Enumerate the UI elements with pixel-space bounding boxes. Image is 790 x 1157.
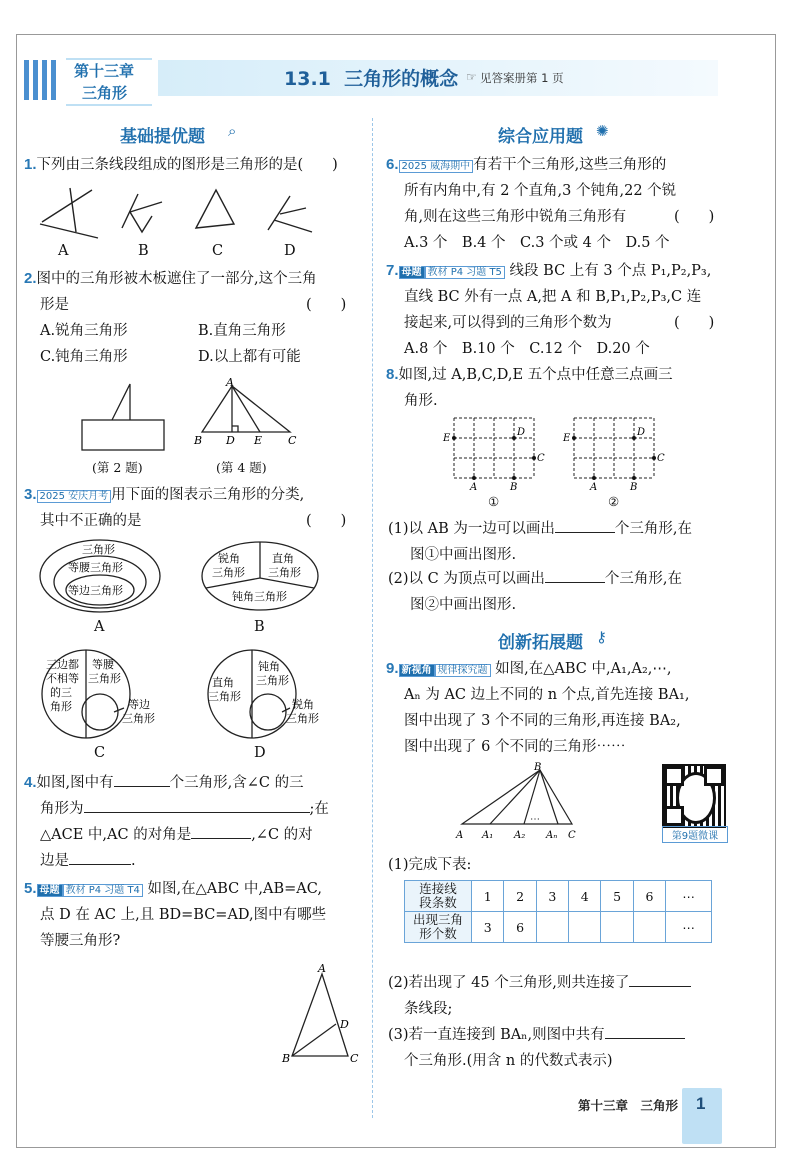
q5-pt-b: B [282, 1052, 291, 1065]
q8-grid-2 [560, 412, 670, 492]
q2-number: 2. [24, 270, 37, 287]
q8-text-1: 如图,过 A,B,C,D,E 五个点中任意三点画三 [398, 367, 673, 383]
q3a-inner: 等边三角形 [68, 584, 123, 597]
page-number: 1 [696, 1094, 706, 1113]
q5-tag-2: 教材 P4 习题 T4 [63, 884, 143, 897]
g1-a: A [470, 482, 478, 492]
q9-sub2-line2: 条线段; [404, 1001, 453, 1017]
q9-line2: Aₙ 为 AC 边上不同的 n 个点,首先连接 BA₁, [404, 687, 690, 703]
q3d-s1: 锐角 [292, 698, 314, 711]
q2-figure [70, 376, 180, 456]
q4-pt-c: C [288, 434, 297, 447]
q9-blank-2[interactable] [605, 1024, 685, 1039]
q9-cell: 4 [569, 881, 601, 912]
section-title: 13.1 三角形的概念 [284, 68, 459, 90]
answer-ref: 见答案册第 1 页 [480, 71, 564, 85]
q3c-l2: 不相等 [46, 672, 79, 685]
q1-fig-c [196, 190, 234, 228]
q9-tag-1: 新视角 [399, 664, 435, 677]
q9-cell: 6 [633, 881, 665, 912]
q4-pt-d: D [226, 434, 235, 447]
q9-s2-a: (2)若出现了 45 个三角形,则共连接了 [388, 975, 630, 991]
q8-fig2-label: ② [608, 494, 620, 509]
section-apply-title: 综合应用题 [498, 127, 583, 147]
q3c-l4: 角形 [50, 700, 72, 713]
q9-sub2-line1 [388, 970, 691, 996]
g1-e: E [443, 433, 451, 444]
q3-figure-d [198, 646, 322, 742]
q5-pt-a: A [318, 962, 326, 975]
q9-cell: 3 [536, 881, 568, 912]
q5-pt-c: C [350, 1052, 359, 1065]
q6-paren: ( ) [674, 209, 715, 225]
section-ext-title: 创新拓展题 [498, 633, 583, 653]
q7-paren: ( ) [674, 315, 715, 331]
q5-line1 [24, 876, 322, 902]
q3c-r2: 三角形 [88, 672, 121, 685]
q9-cell: 6 [504, 912, 536, 943]
q3c-l1: 三边都 [46, 658, 79, 671]
q1-label-c: C [212, 243, 224, 259]
q4-line3 [40, 822, 313, 848]
q2-line2: 形是 [40, 297, 69, 313]
q4-text-4: ;在 [309, 801, 329, 817]
qr-code[interactable] [662, 764, 726, 828]
q9-sub1: (1)完成下表: [388, 857, 472, 873]
q1-text: 下列由三条线段组成的图形是三角形的是( ) [36, 157, 338, 173]
search-book-icon: ⌕ [228, 122, 237, 140]
q3-line2: 其中不正确的是 [40, 513, 142, 529]
q5-figure [278, 960, 368, 1066]
section-basic-title: 基础提优题 [120, 127, 205, 147]
q9-cell: ⋯ [666, 881, 712, 912]
q3c-l3: 的三 [50, 686, 72, 699]
q8-grid-1 [440, 412, 550, 492]
column-divider [372, 118, 373, 1118]
qr-caption: 第9题微课 [662, 826, 728, 843]
q8-sub1-line1 [388, 516, 692, 542]
q8-s2-a: (2)以 C 为顶点可以画出 [388, 571, 545, 587]
q2-opt-a: A.锐角三角形 [40, 323, 128, 339]
q4-pt-e: E [254, 434, 263, 447]
q8-s1-b: 个三角形,在 [614, 521, 692, 537]
q9-sub3-line2: 个三角形.(用含 n 的代数式表示) [404, 1053, 613, 1069]
q9-line4: 图中出现了 6 个不同的三角形⋯⋯ [404, 739, 626, 755]
header-stripes [24, 60, 66, 100]
q3d-r1: 钝角 [258, 660, 280, 673]
q4-text-8: . [131, 853, 136, 869]
answer-ref-icon: ☞ [466, 70, 477, 84]
q3b-tl1: 锐角 [218, 552, 240, 565]
q6-tag: 2025 威海期中 [399, 160, 474, 173]
q3-label-c: C [94, 745, 106, 761]
q3-label-b: B [254, 619, 265, 635]
q4-blank-3[interactable] [191, 824, 251, 839]
q9-answer-cell[interactable] [536, 912, 568, 943]
chapter-box [66, 58, 152, 106]
q1-label-d: D [284, 243, 296, 259]
q3d-s2: 三角形 [286, 712, 319, 725]
q1-fig-d [268, 196, 312, 232]
q6-line3: 角,则在这些三角形中锐角三角形有 [404, 209, 627, 225]
q9-cell: 5 [601, 881, 633, 912]
g2-e: E [563, 433, 571, 444]
q6-line1 [386, 152, 666, 178]
q3a-outer: 三角形 [82, 543, 115, 556]
q3-line1 [24, 482, 304, 508]
q3-text-1: 用下面的图表示三角形的分类, [111, 487, 305, 503]
q5-number: 5. [24, 880, 37, 897]
q9-sub3-line1 [388, 1022, 685, 1048]
q9-figure [448, 762, 588, 842]
q3-figure-b [198, 538, 322, 614]
q9-answer-cell[interactable] [569, 912, 601, 943]
q9-answer-cell[interactable] [633, 912, 665, 943]
q9-row1-head: 连接线 段条数 [405, 881, 472, 912]
q4-text-7: 边是 [40, 853, 69, 869]
chapter-title-1: 第十三章 [74, 62, 135, 80]
q2-opt-b: B.直角三角形 [198, 323, 286, 339]
q2-text-1: 图中的三角形被木板遮住了一部分,这个三角 [36, 271, 317, 287]
g1-c: C [537, 453, 545, 464]
q9-s3-a: (3)若一直连接到 BAₙ,则图中共有 [388, 1027, 605, 1043]
q5-text-1: 如图,在△ABC 中,AB=AC, [147, 881, 322, 897]
q4-text-5: △ACE 中,AC 的对角是 [40, 827, 192, 843]
q2-paren: ( ) [306, 297, 347, 313]
q4-text-3: 角形为 [40, 801, 84, 817]
q4-line2 [40, 796, 329, 822]
q6-number: 6. [386, 156, 399, 173]
q9-table-row-2 [405, 912, 712, 943]
q9-row2-head: 出现三角 形个数 [405, 912, 472, 943]
q9-cell: 2 [504, 881, 536, 912]
footer-chapter: 第十三章 三角形 [578, 1098, 679, 1113]
q7-line2: 直线 BC 外有一点 A,把 A 和 B,P₁,P₂,P₃,C 连 [404, 289, 702, 305]
q9-pt-an: Aₙ [546, 830, 558, 841]
q9-pt-b: B [534, 762, 542, 773]
q4-pt-a: A [226, 376, 234, 389]
q4-figure [188, 376, 308, 452]
q9-pt-a: A [456, 830, 464, 841]
q7-number: 7. [386, 262, 399, 279]
q5-line3: 等腰三角形? [40, 933, 121, 949]
q9-text-1: 如图,在△ABC 中,A₁,A₂,⋯, [495, 661, 672, 677]
q8-sub2-line2: 图②中画出图形. [410, 597, 517, 613]
q1-label-a: A [58, 243, 69, 259]
g1-b: B [510, 482, 518, 492]
q8-s2-b: 个三角形,在 [604, 571, 682, 587]
g2-a: A [590, 482, 598, 492]
q9-answer-cell[interactable] [601, 912, 633, 943]
q9-pt-a1: A₁ [482, 830, 494, 841]
q9-pt-a2: A₂ [514, 830, 526, 841]
q8-line2: 角形. [404, 393, 438, 409]
q3b-tl2: 三角形 [212, 566, 245, 579]
q3b-tr1: 直角 [272, 552, 294, 565]
q4-caption: (第 4 题) [216, 460, 267, 475]
q4-line1 [24, 770, 304, 796]
q3-label-d: D [254, 745, 266, 761]
q2-caption: (第 2 题) [92, 460, 143, 475]
q9-pt-c: C [568, 830, 576, 841]
q1-number: 1. [24, 156, 37, 173]
q4-blank-1[interactable] [114, 772, 170, 787]
q9-line3: 图中出现了 3 个不同的三角形,再连接 BA₂, [404, 713, 681, 729]
g2-d: D [637, 427, 646, 438]
q6-line2: 所有内角中,有 2 个直角,3 个钝角,22 个锐 [404, 183, 677, 199]
q6-options: A.3 个 B.4 个 C.3 个或 4 个 D.5 个 [404, 235, 670, 251]
g2-b: B [630, 482, 638, 492]
q3-figure-a [38, 538, 162, 614]
q8-sub2-line1 [388, 566, 682, 592]
q1-fig-b [122, 194, 162, 232]
q9-line1 [386, 656, 672, 682]
q3b-bottom: 钝角三角形 [232, 590, 287, 603]
q4-blank-2[interactable] [84, 798, 310, 813]
q4-text-1: 如图,图中有 [36, 775, 114, 791]
q7-tag-1: 母题 [399, 266, 425, 279]
q4-number: 4. [24, 774, 37, 791]
q9-tag-2: 规律探究题 [435, 664, 491, 677]
q4-text-6: ,∠C 的对 [251, 827, 313, 843]
q4-pt-b: B [194, 434, 203, 447]
key-icon: ⚷ [596, 628, 607, 646]
g2-c: C [657, 453, 665, 464]
q7-line3: 接起来,可以得到的三角形个数为 [404, 315, 612, 331]
g1-d: D [517, 427, 526, 438]
q5-pt-d: D [340, 1018, 349, 1031]
q3-label-a: A [94, 619, 105, 635]
q8-blank-2[interactable] [545, 568, 605, 583]
q7-text-1: 线段 BC 上有 3 个点 P₁,P₂,P₃, [509, 263, 712, 279]
q6-text-1: 有若干个三角形,这些三角形的 [473, 157, 667, 173]
q9-blank-1[interactable] [629, 972, 691, 987]
q3d-l1: 直角 [212, 676, 234, 689]
q2-line1 [24, 266, 317, 292]
q9-number: 9. [386, 660, 399, 677]
q8-blank-1[interactable] [555, 518, 615, 533]
q7-tag-2: 教材 P4 习题 T5 [425, 266, 505, 279]
q3a-mid: 等腰三角形 [68, 561, 123, 574]
lightbulb-icon: ✺ [596, 122, 609, 140]
q4-text-2: 个三角形,含∠C 的三 [169, 775, 304, 791]
q7-options: A.8 个 B.10 个 C.12 个 D.20 个 [404, 341, 650, 357]
q8-s1-a: (1)以 AB 为一边可以画出 [388, 521, 555, 537]
q8-fig1-label: ① [488, 494, 500, 509]
q3-paren: ( ) [306, 513, 347, 529]
q3-number: 3. [24, 486, 37, 503]
q9-cell: 3 [472, 912, 504, 943]
q3c-s2: 三角形 [122, 712, 155, 725]
q5-line2: 点 D 在 AC 上,且 BD=BC=AD,图中有哪些 [40, 907, 327, 923]
q3d-r2: 三角形 [256, 674, 289, 687]
q2-opt-c: C.钝角三角形 [40, 349, 128, 365]
q8-sub1-line2: 图①中画出图形. [410, 547, 517, 563]
q9-cell: 1 [472, 881, 504, 912]
q4-blank-4[interactable] [69, 850, 131, 865]
q1-label-b: B [138, 243, 149, 259]
q9-cell: ⋯ [666, 912, 712, 943]
q7-line1 [386, 258, 711, 284]
q1 [24, 152, 338, 178]
q8-number: 8. [386, 366, 399, 383]
q1-fig-a [40, 188, 98, 238]
q3-tag: 2025 安庆月考 [37, 490, 112, 503]
q9-table [404, 880, 712, 943]
q3b-tr2: 三角形 [268, 566, 301, 579]
q8-line1 [386, 362, 673, 388]
chapter-title-2: 三角形 [82, 84, 128, 102]
q4-line4 [40, 848, 136, 874]
q3c-s1: 等边 [128, 698, 150, 711]
q2-opt-d: D.以上都有可能 [198, 349, 301, 365]
q9-dots: ⋯ [530, 814, 540, 825]
q3c-r1: 等腰 [92, 658, 114, 671]
q5-tag-1: 母题 [37, 884, 63, 897]
q3-figure-c [38, 646, 162, 742]
q3d-l2: 三角形 [208, 690, 241, 703]
q9-table-row-1 [405, 881, 712, 912]
